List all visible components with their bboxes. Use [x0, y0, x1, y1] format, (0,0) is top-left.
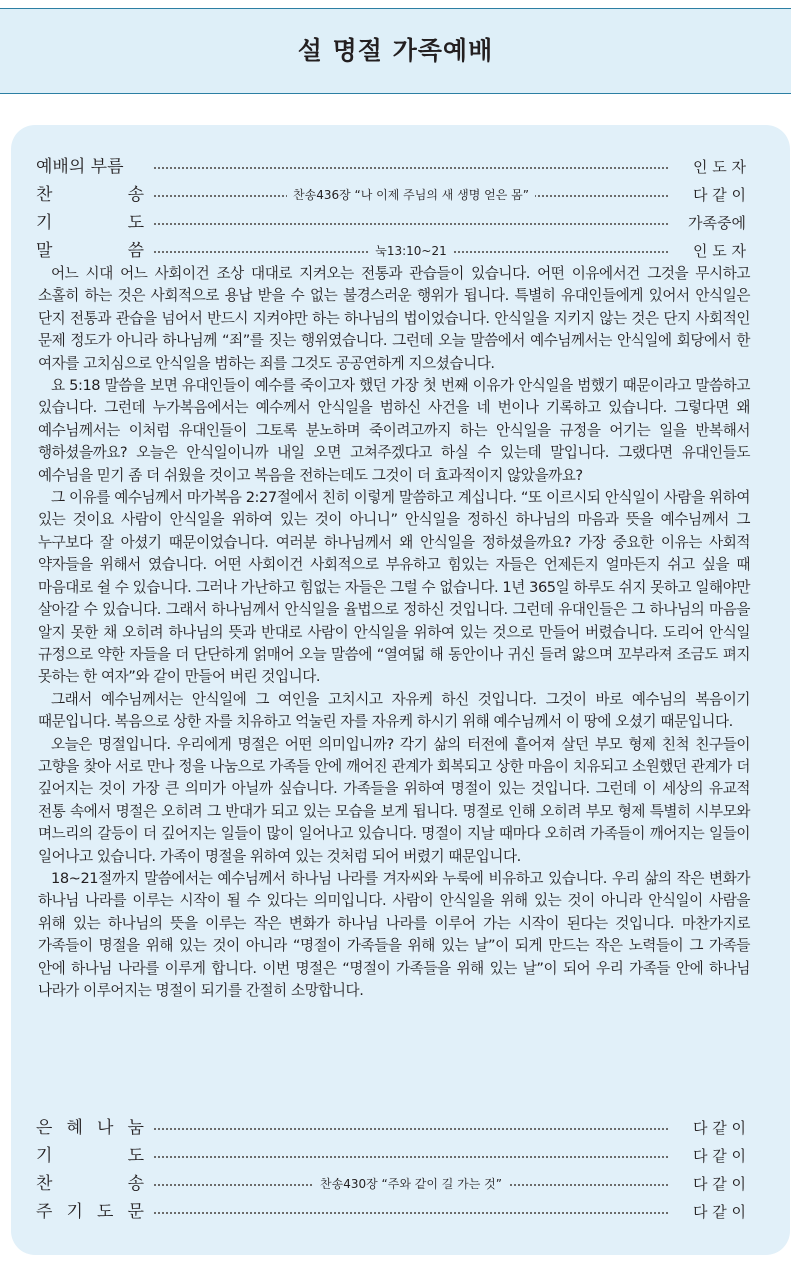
order-row-hymn [36, 1170, 746, 1198]
sermon-paragraph: 어느 시대 어느 사회이건 조상 대대로 지켜오는 전통과 관습들이 있습니다. 어떤 이유에서건 그것을 무시하고 소홀히 하는 것은 사회적으로 용납 받을 수 없는 불경스러운 행위가 됩니다. 특별히 유대인들에게 있어서 안식일은 단지 전통과 관습을 넘어서 반드시 지켜야만 하는 하나님의 법이었습니다. 안식일을 지키지 않는 것은 단지 사회적인 문제 정도가 아니라 하나님께 “죄”를 짓는 행위였습니다. 그런데 오늘 말씀에서 예수님께서는 안식일에 회당에서 한 여자를 고치심으로 안식일을 범하는 죄를 그것도 공공연하게 지으셨습니다. [38, 265, 750, 372]
sermon-paragraph: 오늘은 명절입니다. 우리에게 명절은 어떤 의미입니까? 각기 삶의 터전에 흩어져 살던 부모 형제 친척 친구들이 고향을 찾아 서로 만나 정을 나눔으로 가족들 안에 깨어진 관계가 회복되고 상한 마음이 치유되고 소원했던 관계가 더 깊어지는 것이 가장 큰 의미가 아닐까 싶습니다. 가족들을 위하여 명절이 있는 것입니다. 그런데 이 세상의 유교적 전통 속에서 명절은 오히려 그 반대가 되고 있는 모습을 보게 됩니다. 명절로 인해 오히려 부모 형제 특별히 시부모와 며느리의 갈등이 더 깊어지는 일들이 많이 일어나고 있습니다. 명절이 지날 때마다 오히려 가족들이 깨어지는 일들이 일어나고 있습니다. 가족이 명절을 위하여 있는 것처럼 되어 버렸기 때문입니다. [38, 735, 750, 865]
order-leader: 다 같 이 [692, 1175, 746, 1193]
order-label: 찬 송 [36, 185, 144, 205]
order-detail: 찬송430장 “주와 같이 길 가는 것” [154, 1170, 668, 1198]
order-label: 예배의 부름 [36, 157, 124, 177]
order-leader: 다 같 이 [692, 1119, 746, 1137]
order-row-sharing [36, 1114, 746, 1142]
sermon-paragraph: 그래서 예수님께서는 안식일에 그 여인을 고치시고 자유케 하신 것입니다. 그것이 바로 예수님의 복음이기 때문입니다. 복음으로 상한 자를 치유하고 억눌린 자를 자유케 하시기 위해 예수님께서 이 땅에 오셨기 때문입니다. [38, 690, 750, 731]
order-detail: 눅13:10~21 [154, 237, 668, 265]
order-row-prayer [36, 209, 746, 237]
order-label: 기 도 [36, 1146, 144, 1166]
order-row-call-to-worship [36, 153, 746, 181]
order-detail: 찬송436장 “나 이제 주님의 새 생명 얻은 몸” [154, 181, 668, 209]
sermon-paragraph: 그 이유를 예수님께서 마가복음 2:27절에서 친히 이렇게 말씀하고 계십니다. “또 이르시되 안식일이 사람을 위하여 있는 것이요 사람이 안식일을 위하여 있는 것이 아니니” 안식일을 정하신 하나님의 마음과 뜻을 예수님께서 그 누구보다 잘 아셨기 때문이었습니다. 여러분 하나님께서 왜 안식일을 정하셨을까요? 가장 중요한 이유는 사회적 약자들을 위해서 였습니다. 어떤 사회이건 사회적으로 부유하고 힘있는 자들은 언제든지 얼마든지 쉬고 싶을 때 마음대로 쉴 수 있습니다. 그러나 가난하고 힘없는 자들은 그럴 수 없습니다. 1년 365일 하루도 쉬지 못하고 일해야만 살아갈 수 있습니다. 그래서 하나님께서 안식일을 율법으로 정하신 것입니다. 그런데 유대인들은 그 하나님의 마음을 알지 못한 채 오히려 하나님의 뜻과 반대로 사람이 안식일을 위하여 있는 것으로 만들어 버렸습니다. 도리어 안식일 규정으로 약한 자들을 더 단단하게 얽매어 오늘 말씀에 “열여덟 해 동안이나 귀신 들려 앓으며 꼬부라져 조금도 펴지 못하는 한 여자”와 같이 만들어 버린 것입니다. [38, 489, 750, 686]
order-label: 주 기 도 문 [36, 1202, 144, 1222]
order-row-prayer [36, 1142, 746, 1170]
order-leader: 다 같 이 [692, 186, 746, 204]
order-label: 은 혜 나 눔 [36, 1118, 144, 1138]
dotted-leader [154, 167, 668, 169]
order-leader: 다 같 이 [692, 1147, 746, 1165]
dotted-leader [154, 1128, 668, 1130]
dotted-leader [154, 1156, 668, 1158]
worship-order-bottom [36, 1114, 746, 1226]
order-row-lords-prayer [36, 1198, 746, 1226]
order-leader: 인 도 자 [692, 242, 746, 260]
page-title: 설 명절 가족예배 [297, 36, 494, 65]
order-row-scripture [36, 237, 746, 265]
worship-order-top [36, 153, 746, 265]
order-leader: 인 도 자 [692, 158, 746, 176]
order-leader: 가족중에 [688, 214, 746, 232]
dotted-leader [154, 223, 668, 225]
order-leader: 다 같 이 [692, 1203, 746, 1221]
order-label: 찬 송 [36, 1174, 144, 1194]
dotted-leader [154, 1212, 668, 1214]
sermon-text [38, 263, 750, 1002]
order-label: 말 씀 [36, 241, 144, 261]
order-label: 기 도 [36, 213, 144, 233]
sermon-paragraph: 요 5:18 말씀을 보면 유대인들이 예수를 죽이고자 했던 가장 첫 번째 이유가 안식일을 범했기 때문이라고 말씀하고 있습니다. 그런데 누가복음에서는 예수께서 안식일을 범하신 사건을 네 번이나 기록하고 있습니다. 그렇다면 왜 예수님께서는 이처럼 유대인들이 그토록 분노하며 죽이려고까지 하는 안식일을 규정을 어기는 일을 반복해서 행하셨을까요? 오늘은 안식일이니까 내일 오면 고쳐주겠다고 하실 수 있는데 말입니다. 그랬다면 유대인들도 예수님을 믿기 좀 더 쉬웠을 것이고 복음을 전하는데도 그것이 더 효과적이지 않았을까요? [38, 377, 750, 484]
sermon-paragraph: 18~21절까지 말씀에서는 예수님께서 하나님 나라를 겨자씨와 누룩에 비유하고 있습니다. 우리 삶의 작은 변화가 하나님 나라를 이루는 시작이 될 수 있다는 의미입니다. 사람이 안식일을 위해 있는 것이 아니라 안식일이 사람을 위해 있는 하나님의 뜻을 이루는 작은 변화가 하나님 나라를 이루어 가는 시작이 된다는 것입니다. 마찬가지로 가족들이 명절을 위해 있는 것이 아니라 “명절이 가족들을 위해 있는 날”이 되게 만드는 작은 노력들이 그 가족들 안에 하나님 나라를 이루게 합니다. 이번 명절은 “명절이 가족들을 위해 있는 날”이 되어 우리 가족들 안에 하나님 나라가 이루어지는 명절이 되기를 간절히 소망합니다. [38, 869, 750, 999]
title-banner [0, 8, 791, 94]
order-row-hymn [36, 181, 746, 209]
